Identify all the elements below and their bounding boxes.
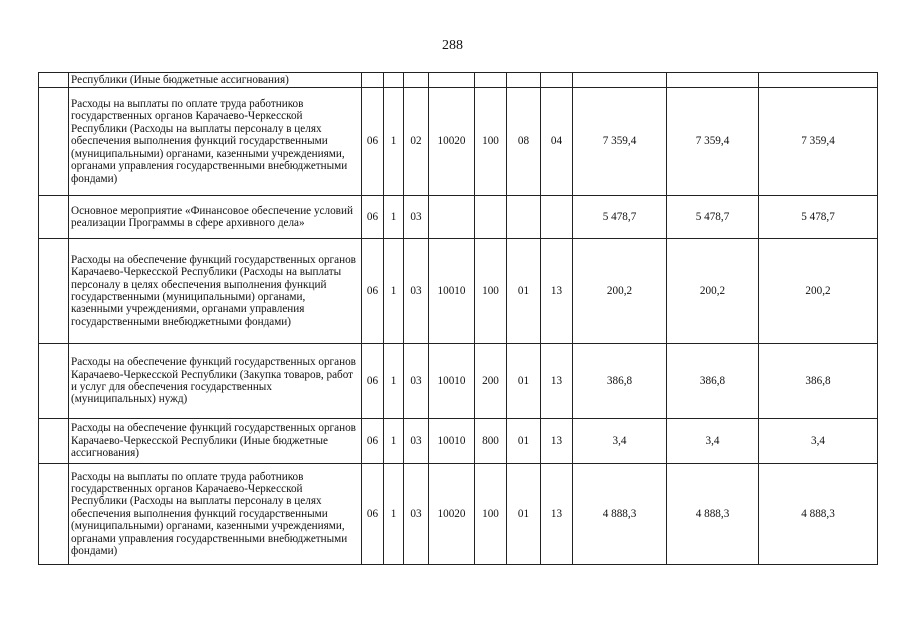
row-number-cell	[39, 344, 69, 419]
amount-year-1: 7 359,4	[573, 88, 667, 196]
budget-table	[38, 72, 878, 565]
code-subsection	[541, 196, 573, 239]
amount-year-2: 5 478,7	[667, 196, 759, 239]
amount-year-2: 7 359,4	[667, 88, 759, 196]
code-section: 08	[507, 88, 541, 196]
code-section: 01	[507, 419, 541, 464]
code-subprogram: 03	[404, 344, 429, 419]
code-subsection	[541, 73, 573, 88]
code-subsection: 04	[541, 88, 573, 196]
code-direction	[429, 73, 475, 88]
amount-year-3: 7 359,4	[759, 88, 878, 196]
table-row	[39, 419, 878, 464]
amount-year-3	[759, 73, 878, 88]
code-section: 01	[507, 344, 541, 419]
table-row	[39, 239, 878, 344]
code-subprogram: 03	[404, 464, 429, 565]
code-program	[384, 73, 404, 88]
table-row	[39, 88, 878, 196]
amount-year-1: 200,2	[573, 239, 667, 344]
amount-year-2: 4 888,3	[667, 464, 759, 565]
amount-year-1: 5 478,7	[573, 196, 667, 239]
code-ministry: 06	[362, 419, 384, 464]
code-subsection: 13	[541, 419, 573, 464]
amount-year-1: 3,4	[573, 419, 667, 464]
code-program: 1	[384, 464, 404, 565]
table-row	[39, 196, 878, 239]
code-expense-type: 100	[475, 464, 507, 565]
code-direction	[429, 196, 475, 239]
code-ministry: 06	[362, 88, 384, 196]
amount-year-2: 3,4	[667, 419, 759, 464]
code-program: 1	[384, 196, 404, 239]
code-subsection: 13	[541, 344, 573, 419]
code-expense-type	[475, 196, 507, 239]
amount-year-2: 200,2	[667, 239, 759, 344]
code-direction: 10010	[429, 239, 475, 344]
code-expense-type: 200	[475, 344, 507, 419]
code-ministry: 06	[362, 344, 384, 419]
amount-year-1	[573, 73, 667, 88]
code-direction: 10010	[429, 344, 475, 419]
code-expense-type	[475, 73, 507, 88]
code-expense-type: 100	[475, 239, 507, 344]
code-ministry	[362, 73, 384, 88]
code-subsection: 13	[541, 464, 573, 565]
row-number-cell	[39, 73, 69, 88]
row-description: Расходы на обеспечение функций государственных органов Карачаево-Черкесской Республики (Закупка товаров, работ и услуг для обеспечения государственных (муниципальных) нужд)	[69, 344, 362, 419]
amount-year-3: 5 478,7	[759, 196, 878, 239]
amount-year-2	[667, 73, 759, 88]
row-description: Расходы на обеспечение функций государственных органов Карачаево-Черкесской Республики (Расходы на выплаты персоналу в целях обеспечения выполнения функций государственными (муниципальными) органами, казенными учреждениями, органами управления государственными внебюджетными фондами)	[69, 239, 362, 344]
code-subprogram: 03	[404, 239, 429, 344]
row-description: Основное мероприятие «Финансовое обеспечение условий реализации Программы в сфере архивного дела»	[69, 196, 362, 239]
code-expense-type: 100	[475, 88, 507, 196]
code-program: 1	[384, 88, 404, 196]
code-ministry: 06	[362, 464, 384, 565]
row-number-cell	[39, 239, 69, 344]
row-description: Расходы на обеспечение функций государственных органов Карачаево-Черкесской Республики (Иные бюджетные ассигнования)	[69, 419, 362, 464]
code-subprogram: 03	[404, 419, 429, 464]
code-direction: 10010	[429, 419, 475, 464]
code-section: 01	[507, 239, 541, 344]
row-description: Республики (Иные бюджетные ассигнования)	[69, 73, 362, 88]
code-ministry: 06	[362, 196, 384, 239]
code-direction: 10020	[429, 88, 475, 196]
code-section	[507, 196, 541, 239]
code-ministry: 06	[362, 239, 384, 344]
code-program: 1	[384, 419, 404, 464]
code-expense-type: 800	[475, 419, 507, 464]
row-description: Расходы на выплаты по оплате труда работников государственных органов Карачаево-Черкесской Республики (Расходы на выплаты персоналу в целях обеспечения выполнения функций государственными (муниципальными) органами, казенными учреждениями, органами управления государственными внебюджетными фондами)	[69, 464, 362, 565]
code-subsection: 13	[541, 239, 573, 344]
row-number-cell	[39, 196, 69, 239]
code-section: 01	[507, 464, 541, 565]
amount-year-1: 386,8	[573, 344, 667, 419]
code-program: 1	[384, 239, 404, 344]
row-number-cell	[39, 419, 69, 464]
page-number: 288	[442, 38, 463, 53]
amount-year-2: 386,8	[667, 344, 759, 419]
code-subprogram: 03	[404, 196, 429, 239]
code-section	[507, 73, 541, 88]
table-row	[39, 464, 878, 565]
table-row	[39, 73, 878, 88]
table-row	[39, 344, 878, 419]
amount-year-3: 200,2	[759, 239, 878, 344]
code-subprogram: 02	[404, 88, 429, 196]
amount-year-3: 4 888,3	[759, 464, 878, 565]
code-program: 1	[384, 344, 404, 419]
code-direction: 10020	[429, 464, 475, 565]
row-description: Расходы на выплаты по оплате труда работников государственных органов Карачаево-Черкесской Республики (Расходы на выплаты персоналу в целях обеспечения выполнения функций государственными (муниципальными) органами, казенными учреждениями, органами управления государственными внебюджетными фондами)	[69, 88, 362, 196]
amount-year-3: 3,4	[759, 419, 878, 464]
row-number-cell	[39, 88, 69, 196]
code-subprogram	[404, 73, 429, 88]
row-number-cell	[39, 464, 69, 565]
amount-year-3: 386,8	[759, 344, 878, 419]
amount-year-1: 4 888,3	[573, 464, 667, 565]
